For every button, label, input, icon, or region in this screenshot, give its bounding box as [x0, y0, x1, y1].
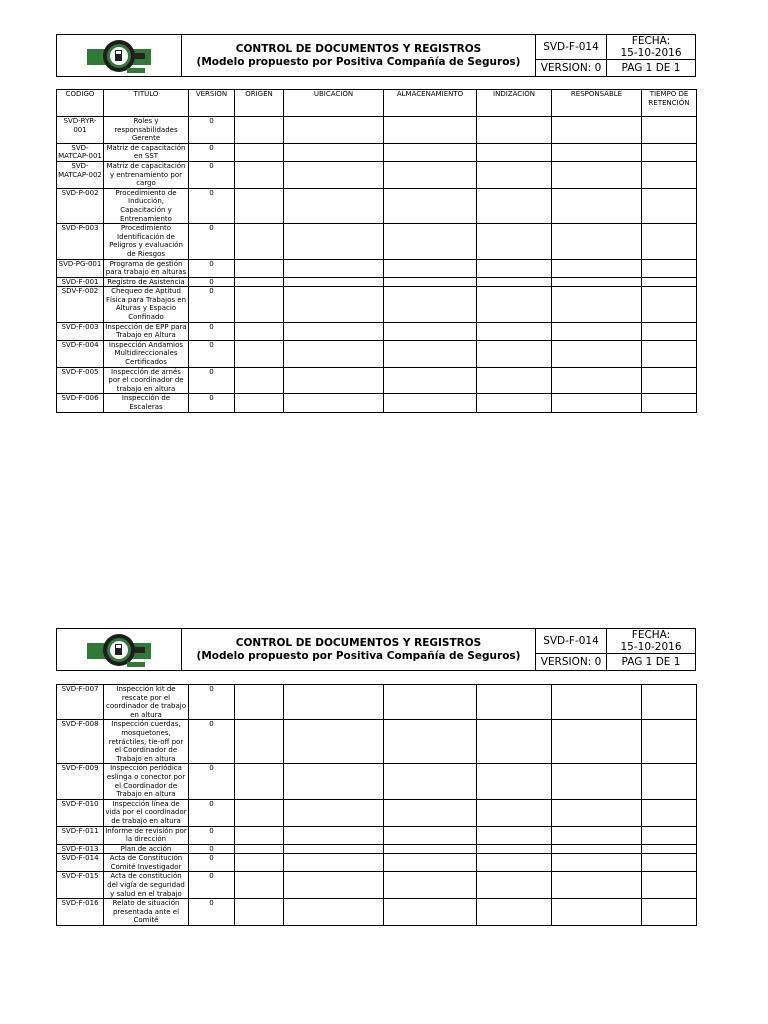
cell-tiempo-retencion [642, 394, 697, 412]
cell-tiempo-retencion [642, 872, 697, 899]
cell-almacenamiento [384, 764, 477, 799]
cell-ubicacion [284, 259, 384, 277]
date-value: 15-10-2016 [620, 47, 682, 59]
date-value: 15-10-2016 [620, 641, 682, 653]
cell-codigo: SVD-PG-001 [57, 259, 104, 277]
cell-responsable [552, 322, 642, 340]
cell-origen [235, 764, 284, 799]
cell-indizacion [477, 685, 552, 720]
document-title [182, 35, 536, 77]
cell-tiempo-retencion [642, 287, 697, 322]
cell-almacenamiento [384, 259, 477, 277]
cell-indizacion [477, 322, 552, 340]
cell-version: 0 [189, 799, 235, 826]
cell-tiempo-retencion [642, 720, 697, 764]
cell-codigo: SVD-F-007 [57, 685, 104, 720]
cell-responsable [552, 844, 642, 854]
cell-origen [235, 394, 284, 412]
cell-tiempo-retencion [642, 224, 697, 259]
cell-almacenamiento [384, 826, 477, 844]
cell-titulo: Chequeo de Aptitud Física para Trabajos en Alturas y Espacio Confinado [104, 287, 189, 322]
cell-responsable [552, 224, 642, 259]
table-row [57, 161, 697, 188]
cell-version: 0 [189, 287, 235, 322]
table-row [57, 854, 697, 872]
table-row [57, 899, 697, 926]
cell-ubicacion [284, 844, 384, 854]
cell-almacenamiento [384, 872, 477, 899]
table-row [57, 720, 697, 764]
cell-titulo: Relato de situación presentada ante el Comité [104, 899, 189, 926]
cell-codigo: SVD-F-015 [57, 872, 104, 899]
table-row [57, 259, 697, 277]
cell-version: 0 [189, 826, 235, 844]
date-label: FECHA: [631, 629, 671, 641]
cell-titulo: Inspección Andamios Multidireccionales Certificados [104, 340, 189, 367]
cell-almacenamiento [384, 685, 477, 720]
cell-responsable [552, 764, 642, 799]
cell-origen [235, 322, 284, 340]
cell-tiempo-retencion [642, 161, 697, 188]
title-line-1: CONTROL DE DOCUMENTOS Y REGISTROS [235, 636, 482, 649]
cell-indizacion [477, 844, 552, 854]
cell-almacenamiento [384, 117, 477, 144]
cell-titulo: Inspección de arnés por el coordinador de trabajo en altura [104, 367, 189, 394]
cell-ubicacion [284, 854, 384, 872]
cell-responsable [552, 826, 642, 844]
cell-origen [235, 685, 284, 720]
cell-almacenamiento [384, 394, 477, 412]
cell-origen [235, 720, 284, 764]
cell-tiempo-retencion [642, 117, 697, 144]
document-version: VERSION: 0 [536, 654, 607, 671]
cell-almacenamiento [384, 277, 477, 287]
document-code: SVD-F-014 [536, 35, 607, 60]
cell-tiempo-retencion [642, 367, 697, 394]
document-date [607, 35, 696, 60]
cell-version: 0 [189, 259, 235, 277]
cell-ubicacion [284, 685, 384, 720]
cell-titulo: Matriz de capacitación y entrenamiento por cargo [104, 161, 189, 188]
table-row [57, 143, 697, 161]
cell-ubicacion [284, 277, 384, 287]
cell-codigo: SVD-F-003 [57, 322, 104, 340]
cell-version: 0 [189, 899, 235, 926]
cell-almacenamiento [384, 854, 477, 872]
cell-ubicacion [284, 394, 384, 412]
title-line-1: CONTROL DE DOCUMENTOS Y REGISTROS [235, 42, 482, 55]
cell-almacenamiento [384, 322, 477, 340]
col-header-tiempo-retencion: TIEMPO DE RETENCIÓN [642, 90, 697, 117]
cell-version: 0 [189, 224, 235, 259]
cell-version: 0 [189, 117, 235, 144]
cell-indizacion [477, 899, 552, 926]
cell-indizacion [477, 259, 552, 277]
title-line-2: (Modelo propuesto por Positiva Compañía de Seguros) [196, 55, 521, 68]
col-header-codigo: CODIGO [57, 90, 104, 117]
cell-version: 0 [189, 161, 235, 188]
document-title [182, 629, 536, 671]
cell-indizacion [477, 287, 552, 322]
cell-responsable [552, 143, 642, 161]
cell-responsable [552, 117, 642, 144]
cell-titulo: Inspección cuerdas, mosquetones, retráctiles, tie-off por el Coordinador de Trabajo en altura [104, 720, 189, 764]
cell-responsable [552, 161, 642, 188]
cell-ubicacion [284, 188, 384, 223]
document-version: VERSION: 0 [536, 60, 607, 77]
cell-ubicacion [284, 872, 384, 899]
cell-version: 0 [189, 322, 235, 340]
cell-tiempo-retencion [642, 322, 697, 340]
cell-tiempo-retencion [642, 340, 697, 367]
col-header-version: VERSION [189, 90, 235, 117]
cell-origen [235, 259, 284, 277]
cell-almacenamiento [384, 844, 477, 854]
cell-almacenamiento [384, 899, 477, 926]
col-header-origen: ORIGEN [235, 90, 284, 117]
cell-indizacion [477, 394, 552, 412]
cell-codigo: SVD-F-004 [57, 340, 104, 367]
table-row [57, 872, 697, 899]
cell-origen [235, 844, 284, 854]
document-header [56, 34, 696, 77]
document-header [56, 628, 696, 671]
cell-ubicacion [284, 224, 384, 259]
table-row [57, 367, 697, 394]
cell-tiempo-retencion [642, 259, 697, 277]
cell-titulo: Registro de Asistencia [104, 277, 189, 287]
documents-table [56, 89, 697, 413]
cell-ubicacion [284, 287, 384, 322]
col-header-almacenamiento: ALMACENAMIENTO [384, 90, 477, 117]
cell-indizacion [477, 872, 552, 899]
col-header-responsable: RESPONSABLE [552, 90, 642, 117]
cell-almacenamiento [384, 188, 477, 223]
table-row [57, 826, 697, 844]
cell-almacenamiento [384, 367, 477, 394]
cell-indizacion [477, 143, 552, 161]
cell-codigo: SVD-F-001 [57, 277, 104, 287]
cell-codigo: SVD-P-003 [57, 224, 104, 259]
table-row [57, 340, 697, 367]
table-header-row [57, 90, 697, 117]
cell-titulo: Matriz de capacitación en SST [104, 143, 189, 161]
cell-responsable [552, 287, 642, 322]
cell-origen [235, 826, 284, 844]
col-header-indizacion: INDIZACIÓN [477, 90, 552, 117]
cell-version: 0 [189, 367, 235, 394]
cell-ubicacion [284, 799, 384, 826]
cell-tiempo-retencion [642, 844, 697, 854]
table-row [57, 799, 697, 826]
cell-titulo: Acta de Constitución Comité Investigador [104, 854, 189, 872]
table-row [57, 287, 697, 322]
cell-titulo: Programa de gestión para trabajo en alturas [104, 259, 189, 277]
table-row [57, 224, 697, 259]
cell-titulo: Acta de constitución del vigía de seguridad y salud en el trabajo [104, 872, 189, 899]
page-number: PAG 1 DE 1 [607, 654, 696, 671]
cell-version: 0 [189, 844, 235, 854]
documents-table [56, 684, 697, 926]
cell-titulo: Inspección de EPP para Trabajo en Altura [105, 322, 187, 340]
cell-ubicacion [284, 826, 384, 844]
cell-titulo: Procedimiento de Inducción, Capacitación y Entrenamiento [104, 188, 189, 223]
cell-responsable [552, 872, 642, 899]
cell-indizacion [477, 799, 552, 826]
cell-ubicacion [284, 161, 384, 188]
cell-almacenamiento [384, 224, 477, 259]
cell-origen [235, 287, 284, 322]
cell-ubicacion [284, 899, 384, 926]
cell-version: 0 [189, 720, 235, 764]
cell-origen [235, 854, 284, 872]
cell-tiempo-retencion [642, 277, 697, 287]
cell-codigo: SVD-MATCAP-001 [58, 143, 102, 161]
cell-tiempo-retencion [642, 854, 697, 872]
col-header-ubicacion: UBICACIÓN [284, 90, 384, 117]
cell-codigo: SDV-F-002 [57, 287, 104, 322]
cell-codigo: SVD-F-006 [57, 394, 104, 412]
cell-ubicacion [284, 367, 384, 394]
cell-almacenamiento [384, 340, 477, 367]
cell-ubicacion [284, 117, 384, 144]
cell-almacenamiento [384, 799, 477, 826]
cell-almacenamiento [384, 720, 477, 764]
cell-responsable [552, 720, 642, 764]
cell-version: 0 [189, 685, 235, 720]
cell-codigo: SVD-F-013 [57, 844, 104, 854]
cell-indizacion [477, 277, 552, 287]
cell-titulo: Inspección de Escaleras [104, 394, 189, 412]
table-row [57, 844, 697, 854]
cell-titulo: Inspección línea de vida por el coordinador de trabajo en altura [105, 799, 187, 825]
cell-indizacion [477, 161, 552, 188]
cell-indizacion [477, 764, 552, 799]
cell-responsable [552, 899, 642, 926]
cell-codigo: SVD-F-011 [57, 826, 104, 844]
cell-titulo: Roles y responsabilidades Gerente [104, 117, 189, 144]
cell-titulo: Informe de revisión por la dirección [105, 826, 187, 844]
cell-responsable [552, 367, 642, 394]
cell-tiempo-retencion [642, 188, 697, 223]
date-label: FECHA: [631, 35, 671, 47]
cell-version: 0 [189, 872, 235, 899]
cell-indizacion [477, 188, 552, 223]
cell-codigo: SVD-F-008 [57, 720, 104, 764]
cell-codigo: SVD-F-009 [57, 764, 104, 799]
cell-version: 0 [189, 394, 235, 412]
cell-indizacion [477, 367, 552, 394]
cell-indizacion [477, 826, 552, 844]
cell-indizacion [477, 854, 552, 872]
cell-tiempo-retencion [642, 799, 697, 826]
cell-responsable [552, 277, 642, 287]
cell-titulo: Inspección kit de rescate por el coordinador de trabajo en altura [104, 685, 189, 720]
cell-responsable [552, 799, 642, 826]
cell-codigo: SVD-P-002 [57, 188, 104, 223]
cell-tiempo-retencion [642, 685, 697, 720]
cell-almacenamiento [384, 143, 477, 161]
cell-almacenamiento [384, 161, 477, 188]
cell-responsable [552, 854, 642, 872]
cell-codigo: SVD-RYR-001 [57, 117, 104, 144]
cell-titulo: Procedimiento Identificación de Peligros y evaluación de Riesgos [104, 224, 189, 259]
company-logo [57, 35, 182, 77]
cell-ubicacion [284, 322, 384, 340]
cell-responsable [552, 685, 642, 720]
cell-ubicacion [284, 764, 384, 799]
cell-indizacion [477, 340, 552, 367]
cell-origen [235, 188, 284, 223]
cell-origen [235, 899, 284, 926]
cell-responsable [552, 394, 642, 412]
cell-tiempo-retencion [642, 143, 697, 161]
cell-responsable [552, 340, 642, 367]
cell-version: 0 [189, 188, 235, 223]
cell-version: 0 [189, 340, 235, 367]
cell-responsable [552, 259, 642, 277]
cell-tiempo-retencion [642, 764, 697, 799]
cell-codigo: SVD-F-014 [57, 854, 104, 872]
cell-codigo: SVD-F-010 [57, 799, 104, 826]
cell-origen [235, 224, 284, 259]
cell-version: 0 [189, 764, 235, 799]
cell-version: 0 [189, 277, 235, 287]
cell-indizacion [477, 117, 552, 144]
table-row [57, 117, 697, 144]
document-date [607, 629, 696, 654]
title-line-2: (Modelo propuesto por Positiva Compañía de Seguros) [196, 649, 521, 662]
cell-responsable [552, 188, 642, 223]
cell-indizacion [477, 720, 552, 764]
cell-tiempo-retencion [642, 899, 697, 926]
col-header-titulo: TITULO [104, 90, 189, 117]
cell-origen [235, 117, 284, 144]
cell-origen [235, 277, 284, 287]
cell-origen [235, 340, 284, 367]
page-number: PAG 1 DE 1 [607, 60, 696, 77]
cell-ubicacion [284, 143, 384, 161]
cell-origen [235, 143, 284, 161]
table-row [57, 685, 697, 720]
cell-almacenamiento [384, 287, 477, 322]
cell-codigo: SVD-F-016 [57, 899, 104, 926]
table-row [57, 322, 697, 340]
page-2 [0, 600, 768, 1024]
cell-indizacion [477, 224, 552, 259]
cell-origen [235, 367, 284, 394]
cell-tiempo-retencion [642, 826, 697, 844]
cell-origen [235, 161, 284, 188]
cell-codigo: SVD-F-005 [57, 367, 104, 394]
table-row [57, 764, 697, 799]
cell-ubicacion [284, 340, 384, 367]
cell-titulo: Plan de acción [104, 844, 189, 854]
cell-codigo: SVD-MATCAP-002 [57, 161, 104, 188]
cell-version: 0 [189, 854, 235, 872]
table-row [57, 188, 697, 223]
cell-origen [235, 872, 284, 899]
table-row [57, 277, 697, 287]
company-logo [57, 629, 182, 671]
document-code: SVD-F-014 [536, 629, 607, 654]
table-row [57, 394, 697, 412]
cell-titulo: Inspección periódica eslinga o conector por el Coordinador de Trabajo en altura [104, 764, 189, 799]
cell-origen [235, 799, 284, 826]
cell-ubicacion [284, 720, 384, 764]
cell-version: 0 [189, 143, 235, 161]
